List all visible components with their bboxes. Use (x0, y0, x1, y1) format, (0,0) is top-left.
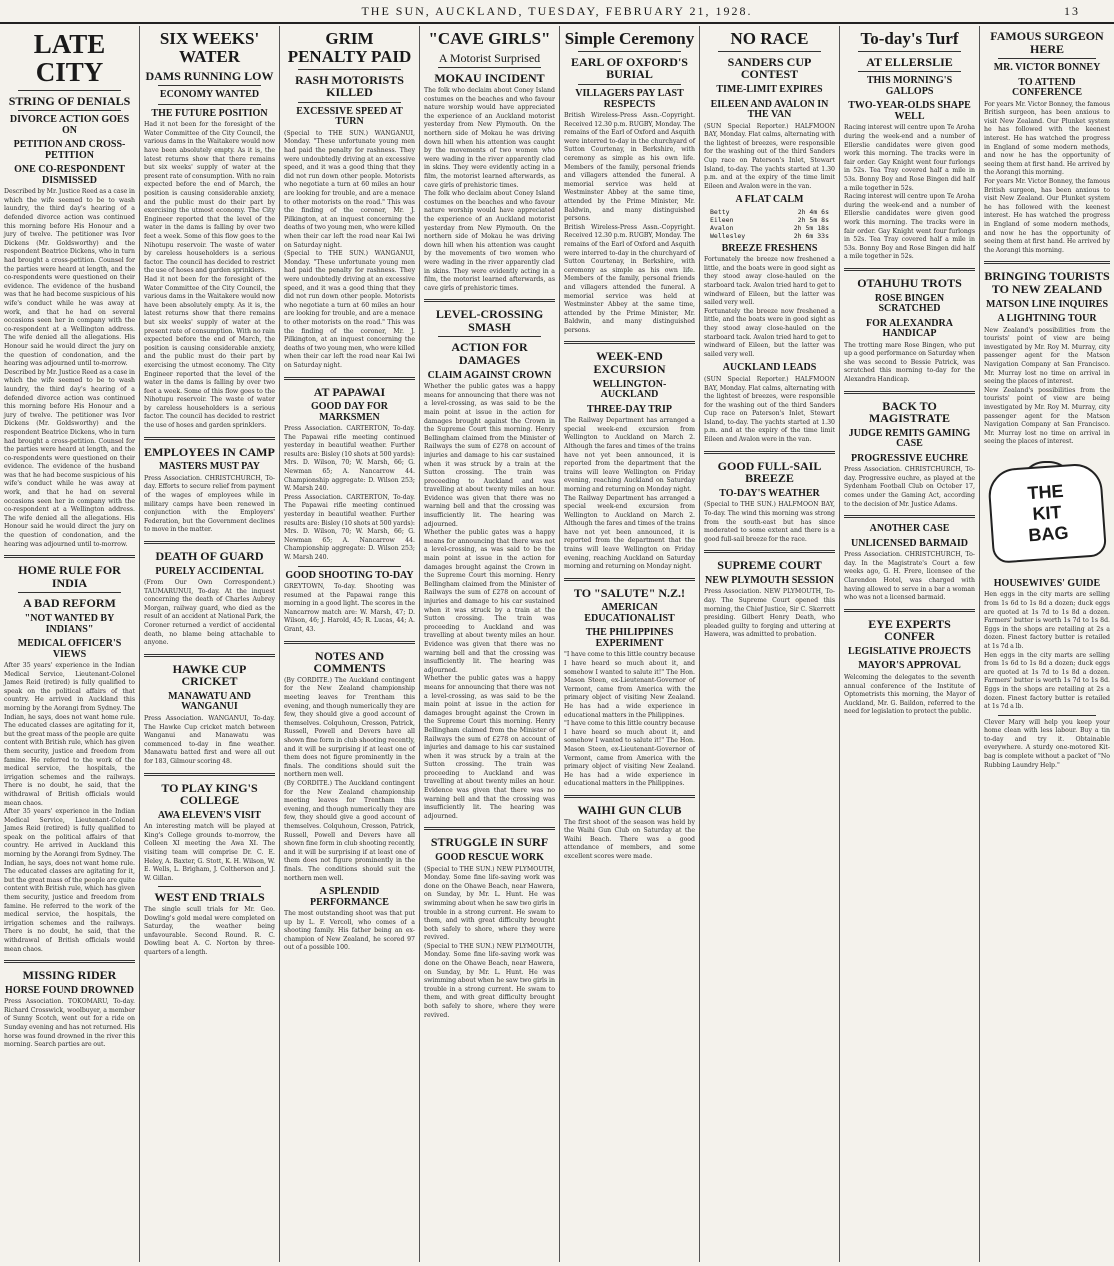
subheadline: A BAD REFORM (23, 596, 116, 611)
article-body: (SUN Special Reporter.) HALFMOON BAY, Monday. Flat calms, alternating with the lightest of breezes, were responsible for the washing out of the third Sanders Cup race on Paterson's Inlet, Stewart Island, to-day. The yachts started at 1.30 p.m. and at the expiry of the time limit Eileen and Avalon were in the van. (704, 122, 835, 190)
headline: To-day's Turf (860, 29, 959, 48)
headline: EMPLOYEES IN CAMP (144, 444, 275, 459)
headline: ANOTHER CASE (869, 523, 950, 535)
subheadline: PETITION AND CROSS-PETITION (13, 139, 126, 161)
article-body: For years Mr. Victor Bonney, the famous British surgeon, has been anxious to visit New Zealand. Our Plunket system he has followed with the keenest interest. He has watched the progress in England of some modern methods, and now he has the opportunity of seeing them at first hand. He arrived by the Aorangi this morning. (984, 178, 1110, 254)
subheadline: THIS MORNING'S GALLOPS (866, 75, 953, 97)
headline: SUPREME COURT (717, 558, 822, 573)
subheadline: UNLICENSED BARMAID (851, 537, 968, 549)
article-body: The most outstanding shoot was that put up by L. F. Vercoll, who comes of a shooting family. His father being an ex-champion of New Zealand, he scored 97 out of a possible 100. (284, 910, 415, 952)
subheadline: PURELY ACCIDENTAL (155, 565, 264, 577)
headline: BRINGING TOURISTS TO NEW ZEALAND (984, 269, 1110, 296)
ad-line: KIT (1031, 501, 1063, 524)
article-body: The folk who declaim about Coney Island costumes on the beaches and who favour nature worship would have appreciated the experience of an Auckland motorist yesterday from New Plymouth. On the northern side of Mokau he was driving down hill when his attention was caught by the movements of two women who were wading in the river apparently clad in skins. They were evidently acting in a film, the motorist learned afterwards, as cave girls of prehistoric times. (424, 87, 555, 189)
article-body: (Special to THE SUN.) NEW PLYMOUTH, Monday. Some fine life-saving work was done on the Ohawe Beach, near Hawera, on Sunday, by Mr. L. Hunt. He was swimming about when he saw two girls in trouble in a strong current. He swam to them, and with great difficulty brought both safely to shore, where they were revived. (424, 942, 555, 1019)
article-body: New Zealand's possibilities from the tourists' point of view are being investigated by Mr. Roy M. Murray, city passenger agent for the Matson Navigation Company at San Francisco. Mr. Murray lost no time on arrival in seeing the places of interest. (984, 386, 1110, 446)
subheadline: FOR ALEXANDRA HANDICAP (866, 317, 953, 340)
column-1 (0, 26, 140, 1262)
headline: STRUGGLE IN SURF (430, 835, 549, 850)
headline: TO "SALUTE" N.Z.! (573, 585, 686, 600)
article-body: GREYTOWN, To-day. Shooting was resumed at the Papawai range this morning in a good light. The scores in the Nancarrow match are: W. Marsh, 47; D. Wilson, 46; J. Harold, 45; R. Lucas, 44; A. Grant, 43. (284, 583, 415, 634)
subheadline: A LIGHTNING TOUR (997, 313, 1097, 325)
column-2 (140, 26, 280, 1262)
subheadline: RASH MOTORISTS KILLED (295, 72, 404, 100)
advertisement-text: Clever Mary will help you keep your home clean with less labour. Buy a tin to-day and try it. Obtainable everywhere. A sturdy one-motored Kit-bag is complete without a packet of "No Rubbing Laundry Help." (984, 718, 1110, 769)
article-body: (Special to THE SUN.) NEW PLYMOUTH, Monday. Some fine life-saving work was done on the Ohawe Beach, near Hawera, on Sunday, by Mr. L. Hunt. He was swimming about when he saw two girls in trouble in a strong current. He swam to them, and with great difficulty brought both safely to shore, where they were revived. (424, 865, 555, 942)
subheadline: DAMS RUNNING LOW (145, 68, 274, 83)
subheadline: BREEZE FRESHENS (721, 242, 818, 254)
article-body: Described by Mr. Justice Reed as a case in which the wife seemed to be to wash laundry, the third day's hearing of a defended divorce action was continued this morning before His Honour and a jury of twelve. The petitioner was Ivor Dickens (Mr. Goldsworthy) and the respondent Beatrice Dickens, who in turn had brought a cross-petition. Counsel for the parties were heard at length, and the co-respondents were questioned on their evidence. The evidence of the husband was that he had become suspicious of his wife's conduct while he was away at work, and that he had on several occasions seen her in company with the co-respondent at a Wellington address. The wife denied all the allegations. His Honour said he would direct the jury on the question of condonation, and the hearing was adjourned until to-morrow. (4, 188, 135, 368)
result-row: Avalon 2h 5m 18s (710, 223, 829, 232)
kit-bag-advertisement (984, 453, 1110, 573)
subheadline: NEW PLYMOUTH SESSION (705, 574, 834, 586)
column-6 (700, 26, 840, 1262)
article-body: Hen eggs in the city marts are selling from 1s 6d to 1s 8d a dozen; duck eggs are quoted at 1s 7d to 1s 8d a dozen. Farmers' butter is worth 1s 7d to 1s 8d. Eggs in the shops are retailing at 2s a dozen. Finest factory butter is retailed at 1s 7d a lb. (984, 651, 1110, 711)
subheadline: EILEEN AND AVALON IN THE VAN (710, 98, 829, 121)
race-results (704, 208, 835, 240)
subheadline: TO-DAY'S WEATHER (719, 487, 820, 499)
article-body: New Zealand's possibilities from the tourists' point of view are being investigated by Mr. Roy M. Murray, city passenger agent for the Matson Navigation Company at San Francisco. Mr. Murray lost no time on arrival in seeing the places of interest. (984, 326, 1110, 386)
article-body: Racing interest will centre upon Te Aroha during the week-end and a number of Ellerslie candidates were given good work this morning. The tracks were in fair order. Gay Knight went four furlongs in 52s. Tea Tray covered half a mile in 53s. Bonny Boy and Rose Bingen did half a mile together in 52s. (844, 124, 975, 192)
subheadline: AT ELLERSLIE (866, 54, 953, 69)
subheadline: THREE-DAY TRIP (587, 403, 672, 415)
headline: OTAHUHU TROTS (857, 275, 962, 290)
subheadline: "NOT WANTED BY INDIANS" (24, 613, 115, 635)
headline: FAMOUS SURGEON HERE (990, 29, 1104, 56)
article-body: Hen eggs in the city marts are selling from 1s 6d to 1s 8d a dozen; duck eggs are quoted at 1s 7d to 1s 8d a dozen. Farmers' butter is worth 1s 7d to 1s 8d. Eggs in the shops are retailing at 2s a dozen. Finest factory butter is retailed at 1s 7d a lb. (984, 591, 1110, 650)
article-body: Press Association. TOKOMARU, To-day. Richard Crosswick, woolbuyer, a member of Sunny Scotch, went out for a ride on Sunday evening and has not returned. His horse was found drowned in the river this morning. Search parties are out. (4, 998, 135, 1049)
subheadline: GOOD SHOOTING TO-DAY (285, 569, 414, 581)
subheadline: GOOD DAY FOR MARKSMEN (310, 401, 389, 423)
headline: SIX WEEKS' WATER (159, 29, 260, 66)
article-body: Press Association. CHRISTCHURCH, To-day. Progressive euchre, as played at the Sydenham Football Club on October 17, comes under the Gaming Act, according to the decision of Mr. Justice Adams. (844, 466, 975, 508)
article-body: (From Our Own Correspondent.) TAUMARUNUI, To-day. At the inquest concerning the death of Charles Aubrey Morgan, railway guard, who died as the result of an accident at National Park, the Coroner returned a verdict of accidental death, no blame being attachable to anyone. (144, 579, 275, 647)
column-5 (560, 26, 700, 1262)
article-body: Press Association. CARTERTON, To-day. The Papawai rifle meeting continued yesterday in beautiful weather. Further results are: Bisley (10 shots at 500 yards): Mrs. D. Wilson, 70; W. Marsh, 66; G. Newman 65; A. Nancarrow 44. Championship aggregate: D. Wilson 253; W. Marsh 240. (284, 425, 415, 493)
headline: AT PAPAWAI (313, 384, 386, 399)
article-body: (SUN Special Reporter.) HALFMOON BAY, Monday. Flat calms, alternating with the lightest of breezes, were responsible for the washing out of the third Sanders Cup race on Paterson's Inlet, Stewart Island, to-day. The yachts started at 1.30 p.m. and at the expiry of the time limit Eileen and Avalon were in the van. (704, 375, 835, 444)
article-body: British Wireless-Press Assn.-Copyright. Received 12.30 p.m. RUGBY, Monday. The remains of the Earl of Oxford and Asquith were interred to-day in the churchyard of Sutton Courtenay, in Berkshire, with ceremony as simple as his own life. Members of the family, personal friends and villagers attended the funeral. A memorial service was held at Westminster Abbey at the same time, attended by the Prime Minister, Mr. Baldwin, and many distinguished persons. (564, 223, 695, 334)
subheadline: HORSE FOUND DROWNED (5, 984, 134, 996)
headline: NO RACE (730, 29, 809, 48)
article-body: The Railway Department has arranged a special week-end excursion from Wellington to Auckland on March 2. Although the fares and times of the trains have not yet been announced, it is reported from the department that the trains will leave Wellington on Friday evening, reaching Auckland on Saturday morning and returning on Monday night. (564, 494, 695, 571)
masthead-title: THE SUN, AUCKLAND, TUESDAY, FEBRUARY 21, 1928. (361, 3, 753, 18)
subheadline: MAYOR'S APPROVAL (858, 660, 961, 672)
article-body: (By CORDITE.) The Auckland contingent for the New Zealand championship meeting leaves for Trentham this evening, and though numerically they are few, they should give a good account of themselves. Colquhoun, Cresson, Patrick, Russell, Powell and Devers have all shown fine form in club shooting recently, and it will be surprising if at least one of them does not figure prominently in the finals. The conditions should suit the northern men well. (284, 779, 415, 882)
subheadline: CLAIM AGAINST CROWN (427, 369, 552, 381)
headline: TO PLAY KING'S COLLEGE (161, 780, 258, 808)
column-7 (840, 26, 980, 1262)
headline: "CAVE GIRLS" (428, 29, 551, 48)
article-body: The first shoot of the season was held by the Waihi Gun Club on Saturday at the Waihi Beach. There was a good attendance of members, and some excellent scores were made. (564, 818, 695, 860)
subheadline: MEDICAL OFFICER'S VIEWS (17, 638, 122, 660)
article-body: Press Association. CHRISTCHURCH, To-day. Efforts to secure relief from payment of the wages of employees while in military camps have been renewed in conjunction with the Employers' Federation, but the Government declines to move in the matter. (144, 474, 275, 534)
subheadline: EARL OF OXFORD'S BURIAL (571, 54, 688, 82)
subheadline: ECONOMY WANTED (159, 89, 260, 101)
headline: WEST END TRIALS (154, 890, 265, 905)
subheadline: PROGRESSIVE EUCHRE (851, 452, 968, 464)
headline: LEVEL-CROSSING SMASH (435, 307, 544, 334)
subheadline: MR. VICTOR BONNEY (993, 62, 1101, 74)
article-body: "I have come to this little country because I have heard so much about it, and somehow I wanted to salute it!" The Hon. Mason Steen, ex-Lieutenant-Governor of Vermont, came from America with the primary object of visiting New Zealand. He has had a wide experience in educational matters in the Philippines. (564, 720, 695, 788)
headline: EYE EXPERTS CONFER (868, 616, 951, 644)
headline: DEATH OF GUARD (155, 548, 264, 563)
article-body: The Railway Department has arranged a special week-end excursion from Wellington to Auckland on March 2. Although the fares and times of the trains have not yet been announced, it is reported from the department that the trains will leave Wellington on Friday evening, reaching Auckland on Saturday morning and returning on Monday night. (564, 417, 695, 493)
article-body: Whether the public gates was a happy means for announcing that there was not a level-crossing, as was said to be the main point at issue in the action for damages brought against the Crown in the Supreme Court this morning. Henry Bellingham claimed from the Minister of Railways the sum of £278 on account of injuries and damage to his car sustained when it was struck by a train at the Sutton crossing. The train was proceeding to Auckland and was travelling at about twenty miles an hour. Evidence was given that there was no warning bell and that the crossing was insufficiently lit. The hearing was adjourned. (424, 675, 555, 820)
article-body: Fortunately the breeze now freshened a little, and the boats were in good sight as they stood away close-hauled on the starboard tack. Avalon tried hard to get to windward of Eileen, but the latter was sailed very well. (704, 256, 835, 307)
subheadline: ACTION FOR DAMAGES (451, 340, 528, 368)
subheadline: JUDGE REMITS GAMING CASE (848, 427, 971, 450)
subheadline: MANAWATU AND WANGANUI (168, 690, 251, 713)
subheadline: AMERICAN EDUCATIONALIST (584, 602, 675, 624)
headline: WAIHI GUN CLUB (577, 802, 682, 817)
subheadline: AWA ELEVEN'S VISIT (157, 809, 262, 821)
subheadline: WELLINGTON-AUCKLAND (592, 378, 667, 401)
result-row: Eileen 2h 5m 8s (710, 215, 829, 224)
column-4 (420, 26, 560, 1262)
article-body: Had it not been for the foresight of the Water Committee of the City Council, the various dams in the Waitakere would now have been absolutely empty. As it is, the latest returns show that there remains but six weeks' supply of water at the present rate of consumption. With no rain expected before the end of March, the position is causing considerable anxiety, and the public must do their part by exercising the utmost economy. The City Engineer reported that the level of the water in the dams is falling by over two feet a week. Some of this flow goes to the Nihotupu reservoir. The waste of water by careless householders is a serious factor. The council has decided to restrict the use of hoses and garden sprinklers. (144, 275, 275, 430)
subheadline: GOOD RESCUE WORK (435, 852, 544, 864)
subheadline: AUCKLAND LEADS (722, 362, 817, 374)
article-body: British Wireless-Press Assn.-Copyright. Received 12.30 p.m. RUGBY, Monday. The remains of the Earl of Oxford and Asquith were interred to-day in the churchyard of Sutton Courtenay, in Berkshire, with ceremony as simple as his own life. Members of the family, personal friends and villagers attended the funeral. A memorial service was held at Westminster Abbey at the same time, attended by the Prime Minister, Mr. Baldwin, and many distinguished persons. (564, 112, 695, 223)
article-body: Press Association. CARTERTON, To-day. The Papawai rifle meeting continued yesterday in beautiful weather. Further results are: Bisley (10 shots at 500 yards): Mrs. D. Wilson, 70; W. Marsh, 66; G. Newman 65; A. Nancarrow 44. Championship aggregate: D. Wilson 253; W. Marsh 240. (284, 493, 415, 561)
subheadline: MATSON LINE INQUIRES (985, 298, 1109, 310)
subheadline: VILLAGERS PAY LAST RESPECTS (575, 88, 684, 110)
subheadline: A FLAT CALM (735, 194, 804, 206)
headline: HAWKE CUP CRICKET (172, 661, 247, 689)
article-body: An interesting match will be played at King's College grounds to-morrow, the Colleen XI meeting the Awa XI. The visiting team will comprise Dr. C. E. Heley, A. Baxter, G. Stott, K. H. Wilson, W. E. Wells, L. Brigham, J. Coltherson and J. W. Gillan. (144, 823, 275, 882)
article-body: (Special to THE SUN.) WANGANUI, Monday. "These unfortunate young men had paid the penalty for rashness. They were undoubtedly driving at an excessive speed, and it was a good thing that they did not run down other people. Motorists who negotiate a turn at 60 miles an hour are looking for trouble, and are a menace to other motorists on the road." This was the finding of the coroner, Mr. J. Pilkington, at an inquest concerning the deaths of two young men, who were killed when their car left the road near Kai Iwi on Saturday night. (284, 129, 415, 249)
subheadline: THE FUTURE POSITION (151, 107, 268, 119)
subheadline: ONE CO-RESPONDENT DISMISSED (14, 164, 125, 186)
article-body: For years Mr. Victor Bonney, the famous British surgeon, has been anxious to visit New Zealand. Our Plunket system he has followed with the keenest interest. He has watched the progress in England of some modern methods, and now he has the opportunity of seeing them at first hand. He arrived by the Aorangi this morning. (984, 100, 1110, 177)
headline: NOTES AND COMMENTS (313, 648, 386, 676)
subheadline: TIME-LIMIT EXPIRES (716, 84, 823, 96)
article-body: Fortunately the breeze now freshened a little, and the boats were in good sight as they stood away close-hauled on the starboard tack. Avalon tried hard to get to windward of Eileen, but the latter was sailed very well. (704, 307, 835, 358)
kit-bag-icon (987, 462, 1107, 564)
article-body: Welcoming the delegates to the seventh annual conference of the Institute of Optometrists this morning, the Mayor of Auckland, Mr. G. Baildon, referred to the need for legislation to protect the public. (844, 673, 975, 716)
article-body: Had it not been for the foresight of the Water Committee of the City Council, the various dams in the Waitakere would now have been absolutely empty. As it is, the latest returns show that there remains but six weeks' supply of water at the present rate of consumption. With no rain expected before the end of March, the position is causing considerable anxiety, and the public must do their part by exercising the utmost economy. The City Engineer reported that the level of the water in the dams is falling by over two feet a week. Some of this flow goes to the Nihotupu reservoir. The waste of water by careless householders is a serious factor. The council has decided to restrict the use of hoses and garden sprinklers. (144, 121, 275, 275)
subheadline: DIVORCE ACTION GOES ON (9, 114, 130, 136)
article-body: After 35 years' experience in the Indian Medical Service, Lieutenant-Colonel James Reid (retired) is fully qualified to speak on the political affairs of that country. He arrived in Auckland this morning by the Aorangi from Sydney. The Indian, he says, does not want home rule. The educated classes are agitating for it, but the great mass of the people are quite content with British rule, which has given them security, justice and freedom from famine. He referred to the work of the medical service, the hospitals, the irrigation schemes and the railways. There is no doubt, he said, that the withdrawal of British officials would mean chaos. (4, 808, 135, 953)
subheadline: THE PHILIPPINES EXPERIMENT (585, 627, 674, 649)
article-body: "I have come to this little country because I have heard so much about it, and somehow I wanted to salute it!" The Hon. Mason Steen, ex-Lieutenant-Governor of Vermont, came from America with the primary object of visiting New Zealand. He has had a wide experience in educational matters in the Philippines. (564, 651, 695, 719)
ad-line: BAG (1027, 521, 1070, 545)
article-body: The single scull trials for Mr. Geo. Dowling's gold medal were completed on Saturday, the weather being unfavourable. Second Round. R. C. Dowling beat A. C. Norton by three-quarters of a length. (144, 905, 275, 956)
article-body: Racing interest will centre upon Te Aroha during the week-end and a number of Ellerslie candidates were given good work this morning. The tracks were in fair order. Gay Knight went four furlongs in 52s. Tea Tray covered half a mile in 53s. Bonny Boy and Rose Bingen did half a mile together in 52s. (844, 193, 975, 261)
article-body: The folk who declaim about Coney Island costumes on the beaches and who favour nature worship would have appreciated the experience of an Auckland motorist yesterday from New Plymouth. On the northern side of Mokau he was driving down hill when his attention was caught by the movements of two women who were wading in the river apparently clad in skins. They were evidently acting in a film, the motorist learned afterwards, as cave girls of prehistoric times. (424, 190, 555, 292)
subheadline: HOUSEWIVES' GUIDE (993, 577, 1101, 589)
subheadline: LEGISLATIVE PROJECTS (848, 645, 971, 657)
article-body: Whether the public gates was a happy means for announcing that there was not a level-crossing, as was said to be the main point at issue in the action for damages brought against the Crown in the Supreme Court this morning. Henry Bellingham claimed from the Minister of Railways the sum of £278 on account of injuries and damage to his car sustained when it was struck by a train at the Sutton crossing. The train was proceeding to Auckland and was travelling at about twenty miles an hour. Evidence was given that there was no warning bell and that the crossing was insufficiently lit. The hearing was adjourned. (424, 383, 555, 528)
page-number: 13 (1064, 4, 1080, 18)
subheadline: EXCESSIVE SPEED AT TURN (296, 105, 403, 128)
headline: HOME RULE FOR INDIA (18, 563, 121, 590)
ad-line: THE (1026, 480, 1065, 503)
column-3 (280, 26, 420, 1262)
headline: WEEK-END EXCURSION (593, 349, 666, 377)
headline: Simple Ceremony (564, 29, 695, 48)
article-body: (By CORDITE.) The Auckland contingent for the New Zealand championship meeting leaves for Trentham this evening, and though numerically they are few, they should give a good account of themselves. Colquhoun, Cresson, Patrick, Russell, Powell and Devers have all shown fine form in club shooting recently, and it will be surprising if at least one of them does not figure prominently in the finals. The conditions should suit the northern men well. (284, 676, 415, 779)
headline: BACK TO MAGISTRATE (868, 398, 951, 426)
subheadline: MOKAU INCIDENT (434, 71, 545, 86)
article-body: Whether the public gates was a happy means for announcing that there was not a level-crossing, as was said to be the main point at issue in the action for damages brought against the Crown in the Supreme Court this morning. Henry Bellingham claimed from the Minister of Railways the sum of £278 on account of injuries and damage to his car sustained when it was struck by a train at the Sutton crossing. The train was proceeding to Auckland and was travelling at about twenty miles an hour. Evidence was given that there was no warning bell and that the crossing was insufficiently lit. The hearing was adjourned. (424, 529, 555, 674)
subheadline: ROSE BINGEN SCRATCHED (874, 292, 945, 315)
subheadline: MASTERS MUST PAY (159, 461, 260, 473)
masthead (0, 0, 1114, 24)
article-body: The trotting mare Rose Bingen, who put up a good performance on Saturday when she was second to Bessie Patrick, was scratched this morning to-day for the Alexandra Handicap. (844, 341, 975, 383)
article-body: Press Association. CHRISTCHURCH, To-day. In the Magistrate's Court a few weeks ago, G. H. Frere, licensee of the Clarendon Hotel, was charged with having allowed to serve in a bar a woman who was not a licensed barmaid. (844, 551, 975, 602)
article-body: Press Association. WANGANUI, To-day. The Hawke Cup cricket match between Wanganui and Manawatu was commenced to-day in fine weather. Manawatu batted first and were all out for 183, Gilmour scoring 48. (144, 714, 275, 765)
headline: GOOD FULL-SAIL BREEZE (717, 458, 822, 486)
subheadline: A Motorist Surprised (438, 50, 541, 65)
subheadline: A SPLENDID PERFORMANCE (310, 886, 389, 908)
subheadline: TWO-YEAR-OLDS SHAPE WELL (848, 100, 971, 122)
headline: GRIM PENALTY PAID (287, 29, 412, 66)
article-body: Press Association. NEW PLYMOUTH, To-day. The Supreme Court opened this morning, the Chief Justice, Sir C. Skerrett presiding. Gilbert Henry Death, who pleaded guilty to forging and uttering at Hawera, was admitted to probation. (704, 588, 835, 639)
subheadline: TO ATTEND CONFERENCE (1011, 76, 1082, 99)
article-body: (Special to THE SUN.) WANGANUI, Monday. "These unfortunate young men had paid the penalty for rashness. They were undoubtedly driving at an excessive speed, and it was a good thing that they did not run down other people. Motorists who negotiate a turn at 60 miles an hour are looking for trouble, and are a menace to other motorists on the road." This was the finding of the coroner, Mr. J. Pilkington, at an inquest concerning the deaths of two young men, who were killed when their car left the road near Kai Iwi on Saturday night. (284, 250, 415, 369)
article-body: (Special to THE SUN.) HALFMOON BAY, To-day. The wind this morning was strong from the south-east but has since moderated to some extent and there is a good full-sail breeze for the race. (704, 501, 835, 543)
headline: MISSING RIDER (22, 968, 117, 983)
subheadline: STRING OF DENIALS (8, 93, 131, 108)
subheadline: SANDERS CUP CONTEST (727, 54, 812, 82)
headline: LATE CITY (33, 29, 106, 88)
article-body: Described by Mr. Justice Reed as a case in which the wife seemed to be to wash laundry, the third day's hearing of a defended divorce action was continued this morning before His Honour and a jury of twelve. The petitioner was Ivor Dickens (Mr. Goldsworthy) and the respondent Beatrice Dickens, who in turn had brought a cross-petition. Counsel for the parties were heard at length, and the co-respondents were questioned on their evidence. The evidence of the husband was that he had become suspicious of his wife's conduct while he was away at work, and that he had on several occasions seen her in company with the co-respondent at a Wellington address. The wife denied all the allegations. His Honour said he would direct the jury on the question of condonation, and the hearing was adjourned until to-morrow. (4, 368, 135, 548)
result-row: Betty 2h 4m 6s (710, 207, 829, 216)
column-8 (980, 26, 1114, 1262)
article-body: After 35 years' experience in the Indian Medical Service, Lieutenant-Colonel James Reid (retired) is fully qualified to speak on the political affairs of that country. He arrived in Auckland this morning by the Aorangi from Sydney. The Indian, he says, does not want home rule. The educated classes are agitating for it, but the great mass of the people are quite content with British rule, which has given them security, justice and freedom from famine. He referred to the work of the medical service, the hospitals, the irrigation schemes and the railways. There is no doubt, he said, that the withdrawal of British officials would mean chaos. (4, 662, 135, 807)
result-row: Wellesley 2h 6m 33s (710, 231, 829, 240)
